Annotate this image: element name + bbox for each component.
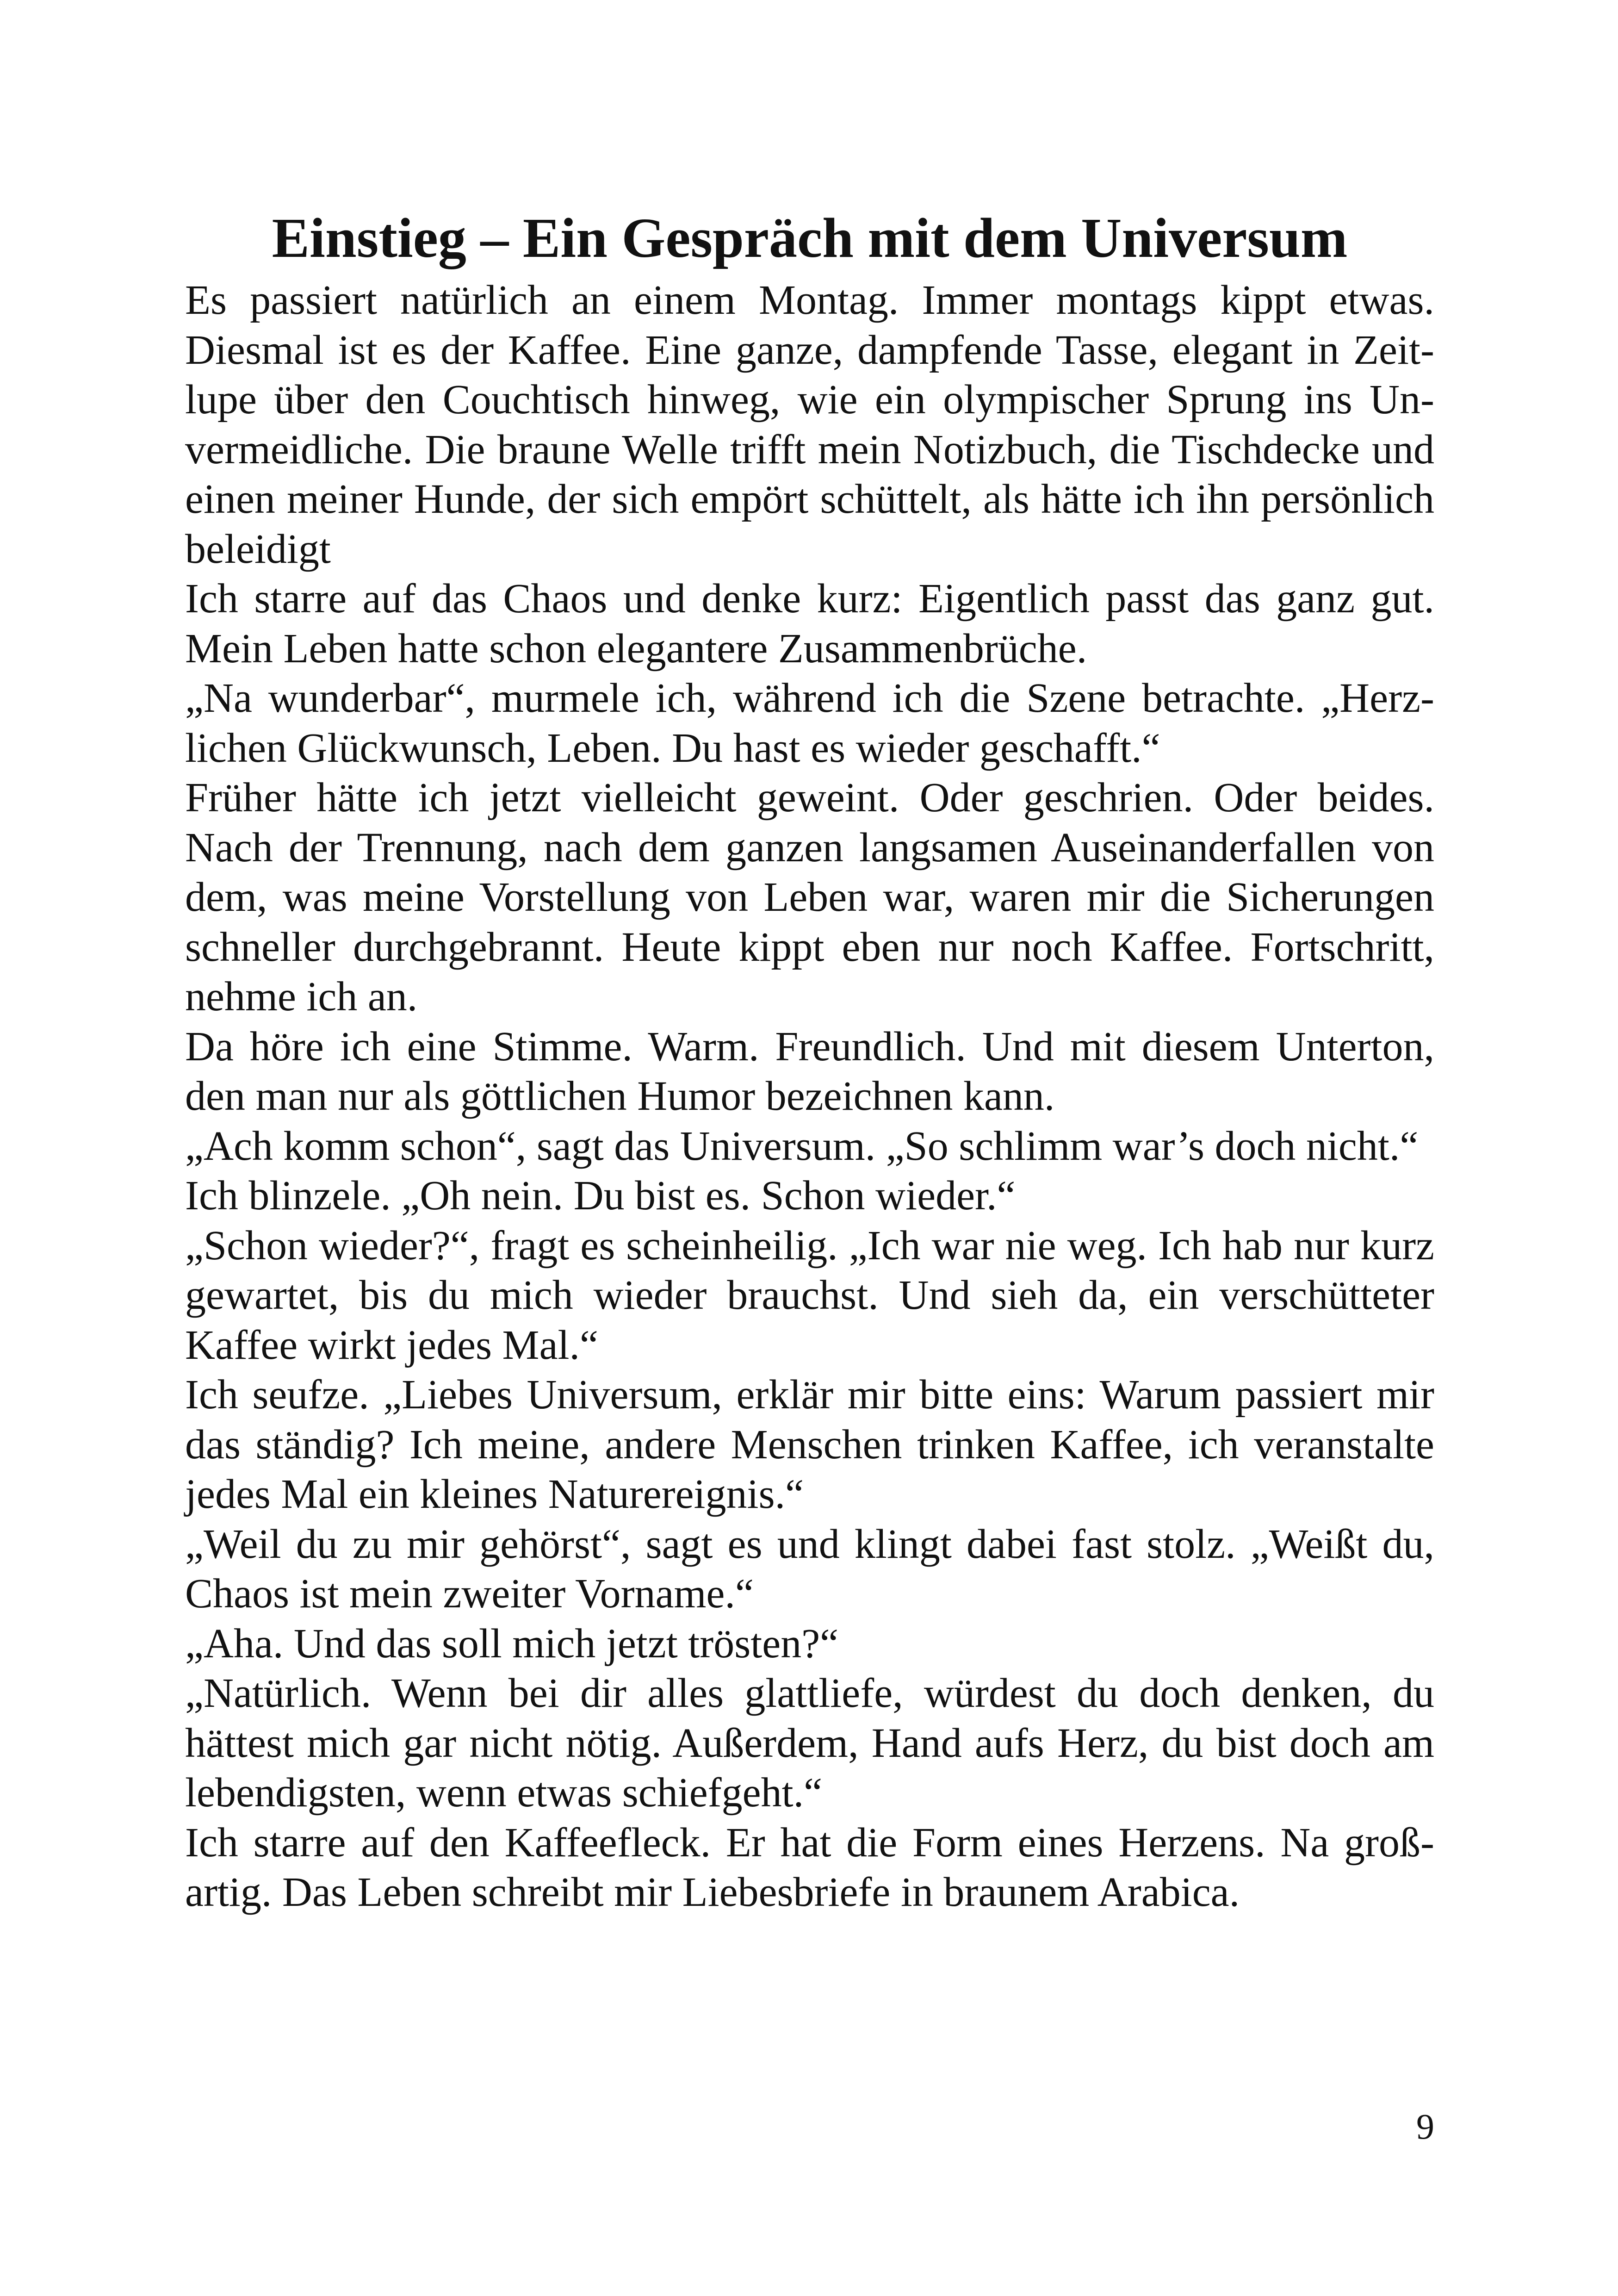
paragraph: „Na wunderbar“, murmele ich, während ich die Szene betrachte. „Herzlichen Glückwunsch, Leben. Du hast es wieder geschafft.“: [185, 675, 1434, 771]
paragraph: Ich seufze. „Liebes Universum, erklär mir bitte eins: Warum passiert mir das ständig? Ich meine, andere Menschen trinken Kaffee, ich veranstalte jedes Mal ein kleines Naturereignis.“: [185, 1372, 1434, 1517]
paragraph: Ich starre auf das Chaos und denke kurz: Eigentlich passt das ganz gut. Mein Leben hatte schon elegantere Zusammenbrüche.: [185, 576, 1434, 672]
paragraph: Früher hätte ich jetzt vielleicht geweint. Oder geschrien. Oder beides. Nach der Trennung, nach dem ganzen langsamen Auseinanderfallen von dem, was meine Vorstellung von Leben war, waren mir die Sicherungen schneller durchgebrannt. Heute kippt eben nur noch Kaffee. Fortschritt, nehme ich an.: [185, 775, 1434, 1020]
paragraph: „Schon wieder?“, fragt es scheinheilig. „Ich war nie weg. Ich hab nur kurz gewartet, bis du mich wieder brauchst. Und sieh da, ein verschütteter Kaffee wirkt jedes Mal.“: [185, 1222, 1434, 1368]
paragraph: „Ach komm schon“, sagt das Universum. „So schlimm war’s doch nicht.“: [185, 1123, 1419, 1169]
paragraph: Es passiert natürlich an einem Montag. Immer montags kippt etwas. Diesmal ist es der Kaffee. Eine ganze, dampfende Tasse, elegant in Zeitlupe über den Couchtisch hinweg, wie ein olympischer Sprung ins Unvermeidliche. Die braune Welle trifft mein Notizbuch, die Tischdecke und einen meiner Hunde, der sich empört schüttelt, als hätte ich ihn persönlich beleidigt: [185, 277, 1434, 572]
page-number: 9: [1416, 2106, 1434, 2147]
paragraph: Da höre ich eine Stimme. Warm. Freundlich. Und mit diesem Unterton, den man nur als göttlichen Humor bezeichnen kann.: [185, 1023, 1434, 1119]
chapter-body: [185, 275, 1434, 1917]
paragraph: „Natürlich. Wenn bei dir alles glattliefe, würdest du doch denken, du hättest mich gar nicht nötig. Außerdem, Hand aufs Herz, du bist doch am lebendigsten, wenn etwas schiefgeht.“: [185, 1670, 1434, 1816]
chapter-title: Einstieg – Ein Gespräch mit dem Universum: [272, 207, 1348, 269]
paragraph: „Aha. Und das soll mich jetzt trösten?“: [185, 1620, 839, 1667]
paragraph: „Weil du zu mir gehörst“, sagt es und klingt dabei fast stolz. „Weißt du, Chaos ist mein zweiter Vorname.“: [185, 1521, 1434, 1617]
paragraph: Ich blinzele. „Oh nein. Du bist es. Schon wieder.“: [185, 1173, 1016, 1219]
paragraph: Ich starre auf den Kaffeefleck. Er hat die Form eines Herzens. Na großartig. Das Leben schreibt mir Liebesbriefe in braunem Arabica.: [185, 1819, 1434, 1915]
